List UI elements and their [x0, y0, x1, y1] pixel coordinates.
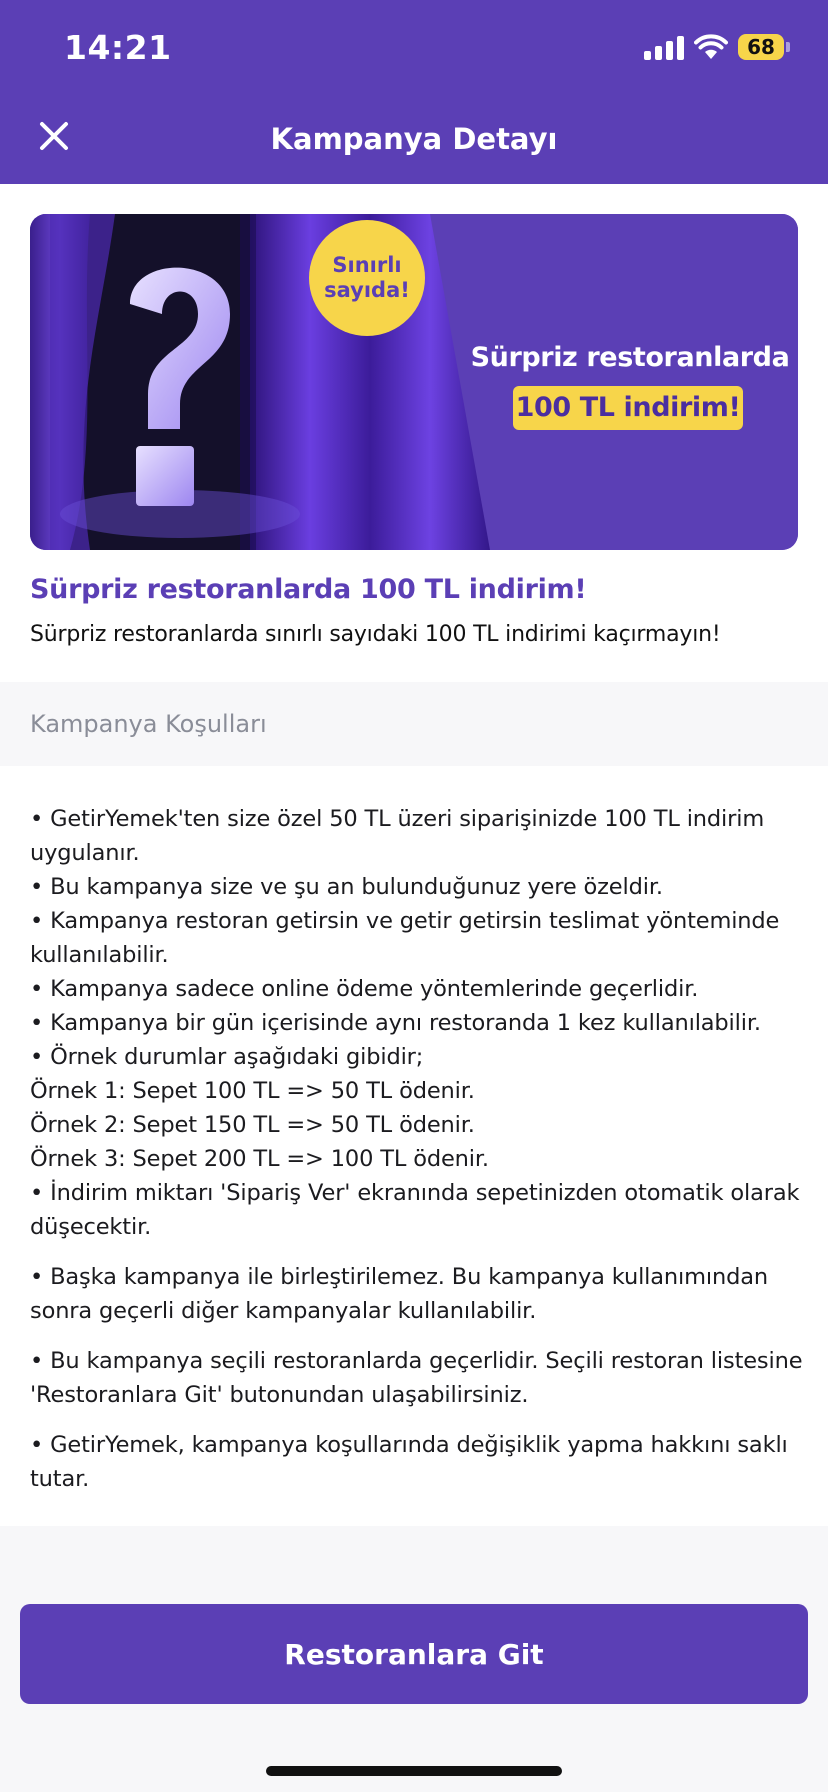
status-time: 14:21 [64, 28, 172, 67]
banner-headline: Sürpriz restoranlarda [470, 342, 790, 373]
app-header [0, 0, 828, 184]
status-icons [644, 34, 790, 60]
condition-line: • Bu kampanya size ve şu an bulunduğunuz yere özeldir. [30, 874, 663, 900]
condition-line: • Kampanya sadece online ödeme yöntemlerinde geçerlidir. [30, 976, 699, 1002]
condition-line: • Kampanya bir gün içerisinde aynı restoranda 1 kez kullanılabilir. [30, 1010, 761, 1036]
limited-badge [309, 220, 425, 336]
condition-line: • GetirYemek, kampanya koşullarında değişiklik yapma hakkını saklı tutar. [30, 1432, 788, 1492]
condition-line: • Kampanya restoran getirsin ve getir getirsin teslimat yönteminde kullanılabilir. [30, 908, 780, 968]
badge-line-2: sayıda! [324, 278, 410, 302]
conditions-section-label: Kampanya Koşulları [30, 710, 267, 738]
example-line: Örnek 1: Sepet 100 TL => 50 TL ödenir. [30, 1078, 475, 1104]
example-line: Örnek 2: Sepet 150 TL => 50 TL ödenir. [30, 1112, 475, 1138]
campaign-banner [30, 214, 798, 550]
condition-line: • GetirYemek'ten size özel 50 TL üzeri siparişinizde 100 TL indirim uygulanır. [30, 806, 765, 866]
wifi-icon [694, 34, 728, 60]
home-indicator [266, 1766, 562, 1776]
condition-line: • İndirim miktarı 'Sipariş Ver' ekranında sepetinizden otomatik olarak düşecektir. [30, 1180, 800, 1240]
badge-line-1: Sınırlı [332, 252, 402, 277]
campaign-description: Sürpriz restoranlarda sınırlı sayıdaki 100 TL indirimi kaçırmayın! [30, 622, 721, 647]
page-title: Kampanya Detayı [270, 122, 558, 156]
cellular-signal-icon [644, 34, 684, 60]
battery-level: 68 [738, 34, 784, 60]
condition-line: • Örnek durumlar aşağıdaki gibidir; [30, 1044, 424, 1070]
conditions-list [30, 802, 810, 1496]
banner-discount-pill: 100 TL indirim! [513, 386, 743, 430]
bottom-action-bar [0, 1582, 828, 1792]
go-to-restaurants-button[interactable]: Restoranlara Git [20, 1604, 808, 1704]
campaign-summary-card [0, 184, 828, 682]
campaign-title: Sürpriz restoranlarda 100 TL indirim! [30, 574, 587, 605]
condition-line: • Başka kampanya ile birleştirilemez. Bu kampanya kullanımından sonra geçerli diğer kampanyalar kullanılabilir. [30, 1264, 768, 1324]
battery-icon [738, 34, 790, 60]
condition-line: • Bu kampanya seçili restoranlarda geçerlidir. Seçili restoran listesine 'Restoranlara Git' butonundan ulaşabilirsiniz. [30, 1348, 803, 1408]
conditions-card [0, 766, 828, 1526]
example-line: Örnek 3: Sepet 200 TL => 100 TL ödenir. [30, 1146, 489, 1172]
